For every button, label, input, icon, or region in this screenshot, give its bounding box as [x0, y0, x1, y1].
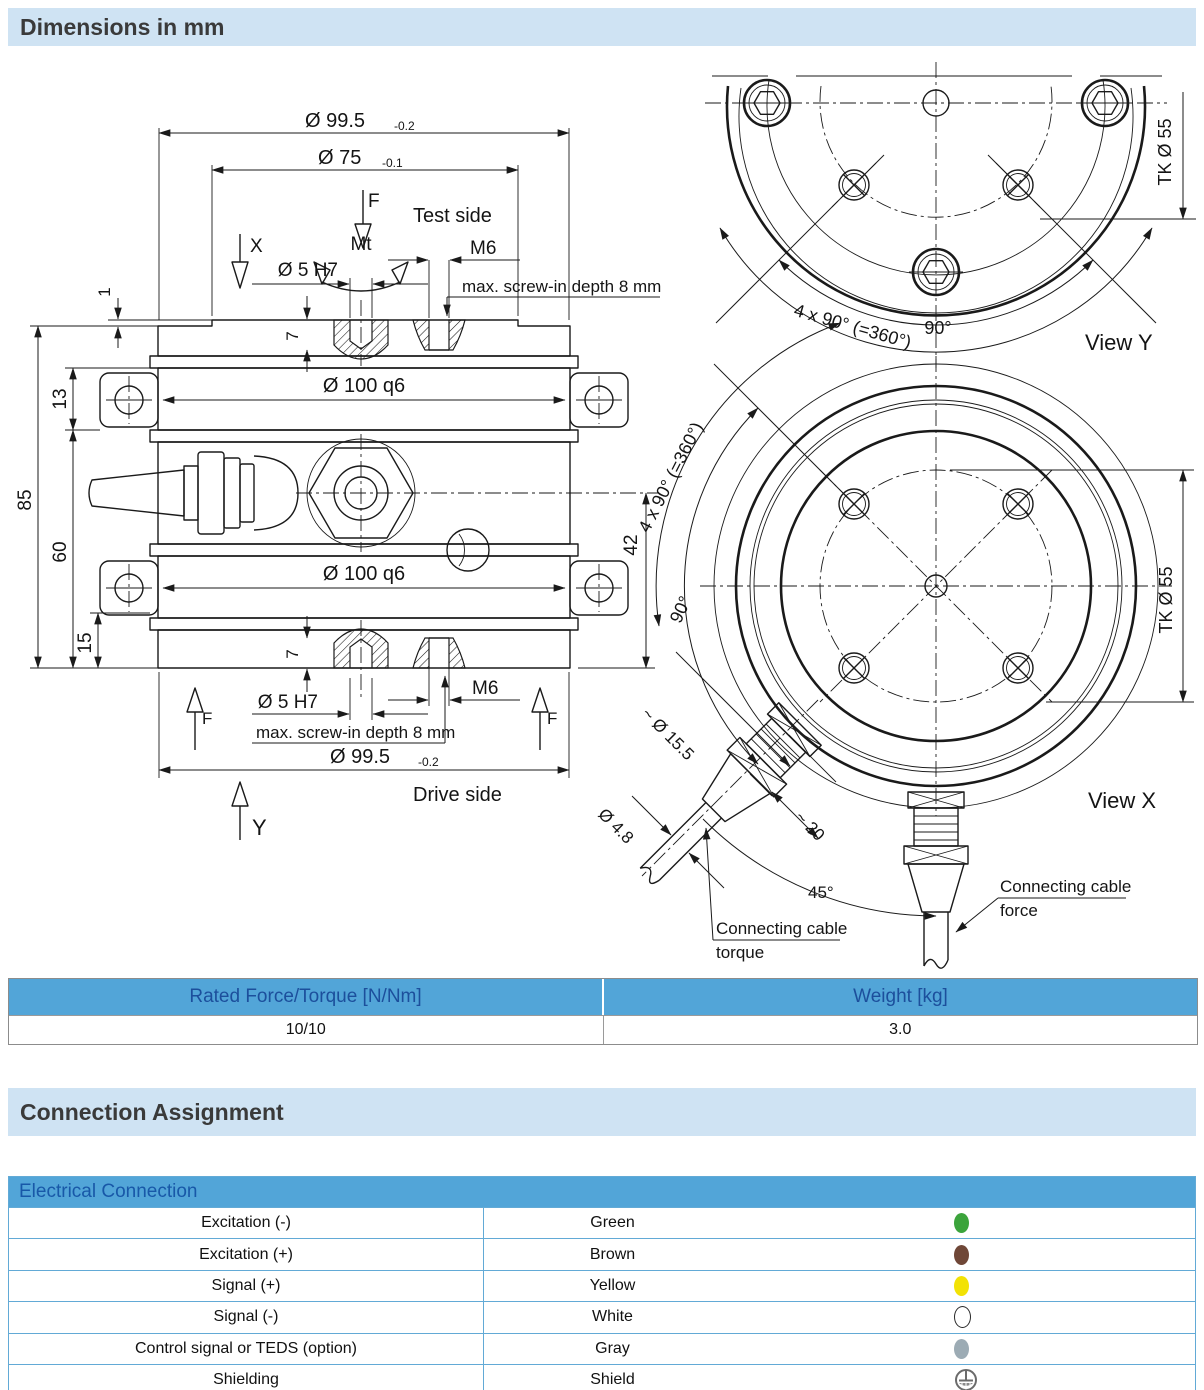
wire-color-dot-green-icon [954, 1213, 969, 1233]
label-view-y: View Y [1085, 330, 1153, 355]
shield-ground-icon [954, 1367, 978, 1390]
label-drive-side: Drive side [413, 784, 502, 806]
wire-color-name: Shield [590, 1371, 635, 1389]
electrical-connection-title: Electrical Connection [9, 1177, 1195, 1207]
label-torque-mt: Mt [350, 234, 372, 255]
dim-m6-bottom: M6 [472, 678, 499, 699]
dim-dia100-bottom: Ø 100 q6 [322, 563, 406, 585]
dim-dia-75: Ø 75 [318, 147, 362, 169]
dim-cable-angle: 45° [808, 883, 834, 902]
dim-85: 85 [15, 489, 36, 511]
view-y [705, 62, 1196, 368]
dim-cable-dia: Ø 4.8 [594, 804, 638, 848]
force-cable-gland [904, 792, 968, 968]
dim-7-top: 7 [283, 331, 302, 341]
table-row [9, 1207, 1195, 1238]
table-row [9, 1238, 1195, 1269]
label-axis-y: Y [252, 815, 267, 840]
section-title-connection: Connection Assignment [8, 1088, 1196, 1136]
label-cable-force-1: Connecting cable [1000, 877, 1132, 896]
dim-angle-view-x: 90° [665, 592, 696, 627]
connection-function: Shielding [9, 1365, 484, 1390]
hex-bolt [740, 80, 794, 126]
dim-60: 60 [50, 541, 71, 563]
dim-1: 1 [95, 287, 114, 297]
section-title-dimensions: Dimensions in mm [8, 8, 1196, 46]
dim-dia-99-5-top-tol: -0.2 [394, 119, 415, 133]
connection-function: Signal (+) [9, 1271, 484, 1301]
wire-color-name: Yellow [589, 1276, 636, 1294]
side-cable-gland [89, 452, 298, 534]
label-force-top: F [368, 191, 380, 212]
connection-function: Excitation (+) [9, 1239, 484, 1269]
wire-color-dot-white-icon [954, 1306, 971, 1328]
note-screw-depth-top: max. screw-in depth 8 mm [462, 277, 662, 296]
dim-dia100-top: Ø 100 q6 [322, 375, 406, 397]
table-row [9, 1301, 1195, 1332]
dim-dia-99-5-top: Ø 99.5 [305, 110, 366, 132]
wire-color-name: Brown [589, 1245, 636, 1263]
side-section-view [15, 110, 661, 840]
label-cable-torque-1: Connecting cable [716, 919, 848, 938]
note-screw-depth-bottom: max. screw-in depth 8 mm [256, 723, 456, 742]
dim-42: 42 [621, 534, 642, 556]
wire-color-dot-gray-icon [954, 1339, 969, 1359]
wire-color-name: Green [590, 1214, 635, 1232]
label-force-bottom-right: F [547, 709, 558, 728]
wire-color-dot-brown-icon [954, 1245, 969, 1265]
label-axis-x: X [250, 236, 263, 257]
wire-color-name: White [592, 1308, 633, 1326]
label-test-side: Test side [413, 205, 492, 227]
dim-angle-view-y: 90° [924, 318, 952, 338]
spec-table [8, 978, 1198, 1045]
dim-dia5h7-bottom: Ø 5 H7 [257, 692, 318, 713]
spec-value-weight: 3.0 [889, 1021, 912, 1038]
table-row [9, 1270, 1195, 1301]
hex-bolt [1078, 80, 1132, 126]
dim-gland-dia: ~ Ø 15.5 [637, 704, 698, 765]
dim-dia-99-5-bottom: Ø 99.5 [330, 746, 391, 768]
label-force-bottom-left: F [202, 709, 213, 728]
dim-pattern-view-y: 4 x 90° (=360°) [791, 299, 914, 353]
wire-color-name: Gray [595, 1339, 630, 1357]
label-cable-force-2: force [1000, 901, 1038, 920]
spec-table-data-row [9, 1015, 1197, 1044]
dim-dia-99-5-bottom-tol: -0.2 [418, 755, 439, 769]
spec-header-rated-force: Rated Force/Torque [N/Nm] [9, 979, 604, 1015]
connection-function: Signal (-) [9, 1302, 484, 1332]
table-row [9, 1364, 1195, 1390]
label-cable-torque-2: torque [716, 943, 765, 962]
dim-7-bottom: 7 [283, 649, 302, 659]
spec-table-header-row [9, 979, 1197, 1015]
dim-pattern-view-x: 4 x 90° (=360°) [634, 418, 708, 536]
table-row [9, 1333, 1195, 1364]
tk-hole [1003, 653, 1033, 683]
dim-gland-length: ~ 20 [791, 807, 829, 845]
tk-hole [839, 653, 869, 683]
connection-function: Control signal or TEDS (option) [9, 1334, 484, 1364]
dim-dia5h7-top: Ø 5 H7 [277, 260, 338, 281]
wire-color-dot-yellow-icon [954, 1276, 969, 1296]
label-view-x: View X [1088, 788, 1157, 813]
dim-tk-view-x: TK Ø 55 [1156, 566, 1176, 634]
tk-hole [1003, 489, 1033, 519]
dim-dia-75-tol: -0.1 [382, 156, 403, 170]
dim-13: 13 [50, 388, 71, 410]
dim-m6-top: M6 [470, 238, 497, 259]
spec-value-rated-force: 10/10 [9, 1016, 604, 1044]
view-x [594, 323, 1194, 968]
spec-header-weight: Weight [kg] [853, 986, 948, 1007]
electrical-connection-table [8, 1176, 1196, 1390]
dim-tk-view-y: TK Ø 55 [1155, 118, 1175, 186]
dim-15: 15 [75, 632, 96, 654]
connection-function: Excitation (-) [9, 1208, 484, 1238]
